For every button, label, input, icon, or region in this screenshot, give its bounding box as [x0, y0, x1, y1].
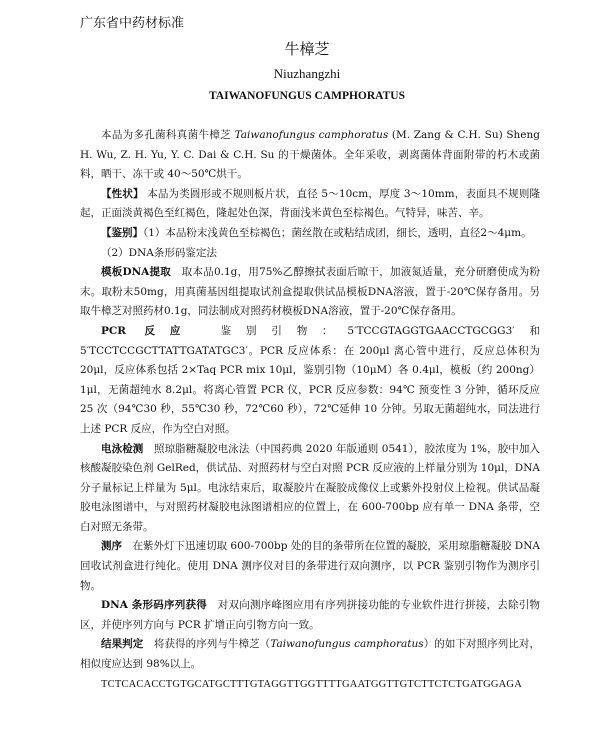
- label-electrophoresis: 电泳检测: [101, 442, 144, 455]
- label-barcode: DNA 条形码序列获得: [101, 599, 208, 612]
- species-name: Taiwanofungus camphoratus: [234, 129, 389, 141]
- barcode-paragraph: [80, 596, 540, 635]
- sequencing-text: 在紫外灯下迅速切取 600-700bp 处的目的条带所在位置的凝胶，采用琼脂糖凝胶 DNA 回收试剂盒进行纯化。使用 DNA 测序仪对目的条带进行双向测序，以 PCR 鉴别引物作为测序引物。: [80, 540, 540, 592]
- standard-header: 广东省中药材标准: [80, 16, 185, 31]
- pcr-paragraph: [80, 322, 540, 440]
- result-paragraph: [80, 635, 540, 674]
- dna-heading: （2）DNA条形码鉴定法: [101, 246, 217, 259]
- result-text-2: ）的如下对照序列比对，相似度应达到 98%以上。: [80, 638, 540, 671]
- label-sequencing: 测序: [101, 540, 123, 553]
- title-chinese: 牛樟芝: [284, 40, 330, 58]
- description-paragraph: [80, 185, 540, 224]
- reference-sequence: TCTCACACCTGTGCATGCTTTGTAGGTTGGTTTTGAATGGTTGTCTTCTCTGATGGAGA: [101, 678, 523, 690]
- result-species-name: Taiwanofungus camphoratus: [270, 638, 424, 651]
- electrophoresis-text: 照琼脂糖凝胶电泳法（中国药典 2020 年版通则 0541），胶浓度为 1%，胶中加入核酸凝胶染色剂 GelRed，供试品、对照药材与空白对照 PCR 反应液的上样量分别为 10μl，DNA 分子量标记上样量为 5μl。电泳结束后，取凝胶片在凝胶成像仪上或紫外投射仪上检视。供试品凝胶电泳图谱中，与对照药材凝胶电泳图谱相应的位置上，在 600-700bp 应有单一 DNA 条带，空白对照无条带。: [80, 442, 540, 533]
- pcr-text: 鉴别引物：5′TCCGTAGGTGAACCTGCGG3′和 5′TCCTCCGCTTATTGATATGC3′。PCR 反应体系：在 200μl 离心管中进行，反应总体积为 20μl，反应体系包括 2×Taq PCR mix 10μl，鉴别引物（10μM）各 0.4μl，模板（约 200ng）1μl，无菌超纯水 8.2μl。将离心管置 PCR 仪，PCR 反应参数：94℃ 预变性 3 分钟，循环反应 25 次（94℃30 秒，55℃30 秒，72℃60 秒），72℃延伸 10 分钟。另取无菌超纯水，同法进行上述 PCR 反应，作为空白对照。: [80, 324, 540, 435]
- title-pinyin: Niuzhangzhi: [273, 66, 341, 81]
- result-text-1: 将获得的序列与牛樟芝（: [143, 638, 271, 651]
- sequencing-paragraph: [80, 537, 540, 596]
- intro-text-1: 本品为多孔菌科真菌牛樟芝: [101, 129, 235, 141]
- intro-paragraph: [80, 126, 540, 185]
- template-text: 取本品0.1g，用75%乙醇擦拭表面后晾干，加液氮适量，充分研磨使成为粉末。取粉末50mg，用真菌基因组提取试剂盒提取供试品模板DNA溶液，置于-20℃保存备用。另取牛樟芝对照药材0.1g，同法制成对照药材模板DNA溶液，置于-20℃保存备用。: [80, 266, 540, 318]
- template-paragraph: [80, 263, 540, 322]
- title-latin: TAIWANOFUNGUS CAMPHORATUS: [208, 90, 406, 102]
- identification-paragraph: [80, 224, 540, 244]
- barcode-text: 对双向测序峰图应用有序列拼接功能的专业软件进行拼接，去除引物区，并使序列方向与 PCR 扩增正向引物方向一致。: [80, 599, 541, 631]
- electrophoresis-paragraph: [80, 440, 540, 538]
- section-label-identification: 【鉴别】: [101, 226, 143, 239]
- label-result: 结果判定: [101, 638, 144, 651]
- label-template-extraction: 模板DNA提取: [101, 266, 172, 279]
- description-text: 本品为类圆形或不规则板片状，直径 5～10cm，厚度 3～10mm，表面具不规则隆起，正面淡黄褐色至红褐色，隆起处色深，背面浅米黄色至棕褐色。气特异，味苦、辛。: [80, 187, 540, 220]
- document-body: [80, 126, 540, 694]
- section-label-description: 【性状】: [101, 187, 144, 200]
- label-pcr-reaction: PCR 反应: [101, 324, 196, 337]
- intro-text-2: (M. Zang & C.H. Su) Sheng H. Wu, Z. H. Yu, Y. C. Dai & C.H. Su 的干燥菌体。全年采收，剥离菌体背面附带的朽木或菌料，晒干、冻干或 40～50℃烘干。: [80, 129, 540, 181]
- identification-text: （1）本品粉末浅黄色至棕褐色；菌丝散在或粘结成团，细长，透明，直径2～4μm。: [143, 226, 532, 239]
